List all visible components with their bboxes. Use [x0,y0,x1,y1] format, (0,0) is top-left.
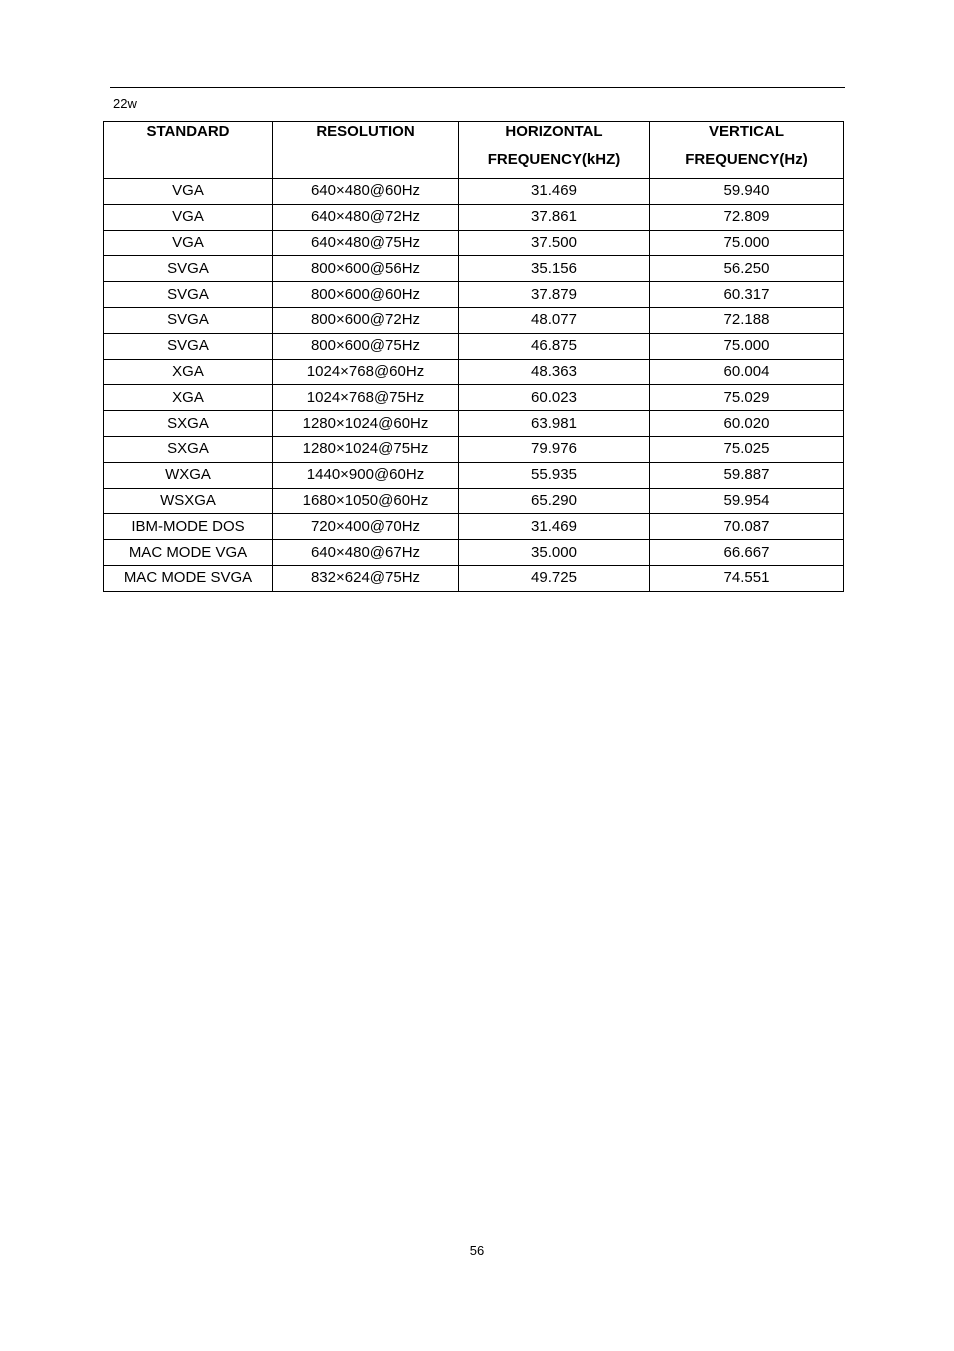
standard-cell: SXGA [104,411,273,437]
table-row [104,385,844,411]
column-header-line: VERTICAL [709,123,784,140]
model-label: 22w [113,96,137,111]
column-header-line: HORIZONTAL [505,123,603,140]
resolution-cell: 640×480@67Hz [273,540,459,566]
standard-cell: SVGA [104,333,273,359]
horizontal-frequency-cell: 46.875 [459,333,650,359]
column-header-resolution [273,122,459,179]
table-row [104,307,844,333]
standard-cell: SVGA [104,282,273,308]
resolution-cell: 640×480@72Hz [273,204,459,230]
resolution-cell: 1024×768@60Hz [273,359,459,385]
resolution-cell: 640×480@75Hz [273,230,459,256]
resolution-cell: 832×624@75Hz [273,565,459,591]
vertical-frequency-cell: 60.004 [650,359,844,385]
vertical-frequency-cell: 60.020 [650,411,844,437]
horizontal-frequency-cell: 31.469 [459,179,650,205]
vertical-frequency-cell: 70.087 [650,514,844,540]
horizontal-frequency-cell: 63.981 [459,411,650,437]
standard-cell: VGA [104,204,273,230]
vertical-frequency-cell: 59.940 [650,179,844,205]
column-header-line [275,150,456,178]
standard-cell: MAC MODE SVGA [104,565,273,591]
column-header-line: RESOLUTION [316,123,415,140]
table-row [104,411,844,437]
table-row [104,565,844,591]
vertical-frequency-cell: 60.317 [650,282,844,308]
column-header-line: STANDARD [146,123,230,140]
standard-cell: XGA [104,385,273,411]
resolution-cell: 1680×1050@60Hz [273,488,459,514]
horizontal-frequency-cell: 37.500 [459,230,650,256]
header-row [104,122,844,179]
standard-cell: IBM-MODE DOS [104,514,273,540]
standard-cell: XGA [104,359,273,385]
column-header-line: FREQUENCY(kHZ) [487,151,621,168]
horizontal-frequency-cell: 48.363 [459,359,650,385]
horizontal-frequency-cell: 31.469 [459,514,650,540]
timing-table [103,121,844,592]
timing-table-header [104,122,844,179]
resolution-cell: 1440×900@60Hz [273,462,459,488]
table-row [104,179,844,205]
table-row [104,204,844,230]
timing-table-body [104,179,844,592]
standard-cell: WXGA [104,462,273,488]
vertical-frequency-cell: 59.954 [650,488,844,514]
resolution-cell: 1024×768@75Hz [273,385,459,411]
horizontal-frequency-cell: 60.023 [459,385,650,411]
standard-cell: SVGA [104,256,273,282]
horizontal-frequency-cell: 37.879 [459,282,650,308]
resolution-cell: 1280×1024@75Hz [273,436,459,462]
horizontal-frequency-cell: 35.156 [459,256,650,282]
table-row [104,514,844,540]
vertical-frequency-cell: 56.250 [650,256,844,282]
column-header-line [106,150,270,178]
table-row [104,282,844,308]
table-row [104,540,844,566]
horizontal-frequency-cell: 48.077 [459,307,650,333]
vertical-frequency-cell: 66.667 [650,540,844,566]
resolution-cell: 800×600@75Hz [273,333,459,359]
standard-cell: VGA [104,230,273,256]
resolution-cell: 800×600@72Hz [273,307,459,333]
standard-cell: SVGA [104,307,273,333]
column-header-standard [104,122,273,179]
vertical-frequency-cell: 72.188 [650,307,844,333]
resolution-cell: 800×600@60Hz [273,282,459,308]
horizontal-frequency-cell: 49.725 [459,565,650,591]
horizontal-frequency-cell: 35.000 [459,540,650,566]
header-rule [110,87,845,88]
resolution-cell: 1280×1024@60Hz [273,411,459,437]
table-row [104,359,844,385]
horizontal-frequency-cell: 65.290 [459,488,650,514]
horizontal-frequency-cell: 37.861 [459,204,650,230]
resolution-cell: 800×600@56Hz [273,256,459,282]
standard-cell: MAC MODE VGA [104,540,273,566]
table-row [104,256,844,282]
vertical-frequency-cell: 75.000 [650,333,844,359]
column-header-vertical-frequency [650,122,844,179]
standard-cell: VGA [104,179,273,205]
table-row [104,230,844,256]
column-header-horizontal-frequency [459,122,650,179]
vertical-frequency-cell: 75.029 [650,385,844,411]
vertical-frequency-cell: 72.809 [650,204,844,230]
table-row [104,333,844,359]
standard-cell: SXGA [104,436,273,462]
standard-cell: WSXGA [104,488,273,514]
horizontal-frequency-cell: 79.976 [459,436,650,462]
horizontal-frequency-cell: 55.935 [459,462,650,488]
page-number: 56 [469,1243,485,1258]
vertical-frequency-cell: 75.000 [650,230,844,256]
resolution-cell: 640×480@60Hz [273,179,459,205]
table-row [104,436,844,462]
table-row [104,462,844,488]
column-header-line: FREQUENCY(Hz) [685,151,808,168]
vertical-frequency-cell: 59.887 [650,462,844,488]
resolution-cell: 720×400@70Hz [273,514,459,540]
table-row [104,488,844,514]
vertical-frequency-cell: 74.551 [650,565,844,591]
vertical-frequency-cell: 75.025 [650,436,844,462]
